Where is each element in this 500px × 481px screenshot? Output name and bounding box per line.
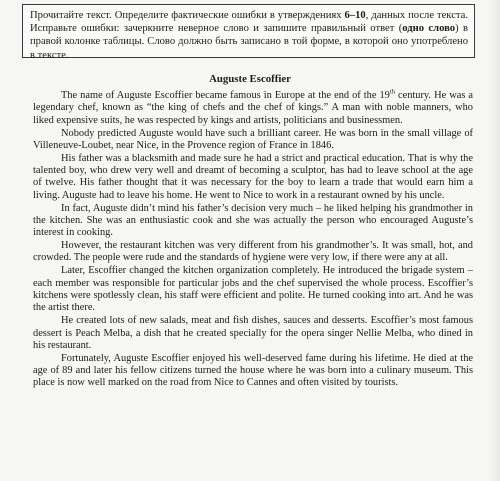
ordinal-suffix: th xyxy=(389,88,395,96)
paragraph-7: He created lots of new salads, meat and fish dishes, sauces and desserts. Escoffier’s most famous dessert is Peach Melba, a dish that he created specially for the opera singer Nellie Melba, who dined in his restaurant. xyxy=(33,315,473,351)
task-text-part1: Прочитайте текст. Определите фактические ошибки в утверждениях xyxy=(30,10,345,21)
article-body xyxy=(33,90,473,390)
task-text-part2: , данных после текста. Исправьте ошибки: зачеркните неверное слово и запишите правильный ответ ( xyxy=(30,10,468,35)
paragraph-4: In fact, Auguste didn’t mind his father’s decision very much – he liked helping his grandmother in the kitchen. She was an enthusiastic cook and she was actually the person who encouraged Auguste’s interest in cooking. xyxy=(33,202,473,239)
paragraph-5: However, the restaurant kitchen was very different from his grandmother’s. It was small, hot, and crowded. The people were rude and the standards of hygiene were very low, if there were any at all. xyxy=(33,240,473,264)
paragraph-1-end: century. He was a legendary chef, known as “the king of chefs and the chef of kings.” A man with noble manners, who liked expensive suits, he was respected by kings and artists, politicians and businessmen. xyxy=(33,90,474,126)
paragraph-8: Fortunately, Auguste Escoffier enjoyed his well-deserved fame during his lifetime. He died at the age of 89 and later his fellow citizens turned the house where he was born into a culinary museum. This place is now well marked on the road from Nice to Cannes and often visited by tourists. xyxy=(33,352,473,389)
paragraph-3: His father was a blacksmith and made sure he had a strict and practical education. That is why the talented boy, who drew very well and dreamt of becoming a sculptor, has had to leave school at the age of twelve. His father thought that it was necessary for the boy to learn a trade that would earn him a living. Auguste had to leave his home. He went to Nice to work in a restaurant owned by his uncle. xyxy=(33,152,473,201)
task-text-part3: ) в правой колонке таблицы. Слово должно быть записано в той форме, в которой оно употреблено в тексте. xyxy=(30,23,468,61)
task-instructions-box xyxy=(22,4,475,61)
task-range: 6–10 xyxy=(344,10,366,21)
page-edge-shadow xyxy=(488,0,500,481)
article-title: Auguste Escoffier xyxy=(209,73,291,85)
paragraph-1 xyxy=(33,90,473,127)
paragraph-2: Nobody predicted Auguste would have such a brilliant career. He was born in the small village of Villeneuve-Loubet, near Nice, in the Provence region of France in 1846. xyxy=(33,127,473,151)
task-bold-phrase: одно слово xyxy=(402,23,456,35)
paragraph-6: Later, Escoffier changed the kitchen organization completely. He introduced the brigade system – each member was responsible for particular jobs and the chef supervised the whole process. Escoffier’s kitchens were spotlessly clean, his staff were efficient and polite. He turned cooking into art. And he was the artist there. xyxy=(33,265,473,314)
paragraph-1-start: The name of Auguste Escoffier became famous in Europe at the end of the 19 xyxy=(61,90,390,101)
